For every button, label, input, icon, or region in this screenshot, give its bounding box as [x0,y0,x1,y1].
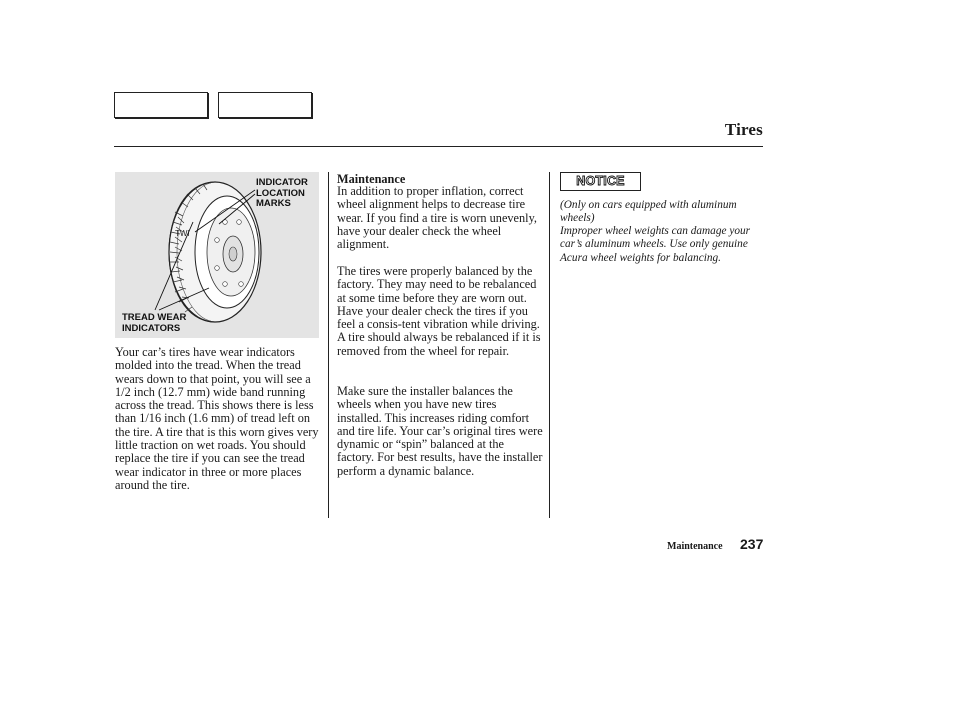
indicator-location-marks-label: INDICATOR LOCATION MARKS [256,177,308,209]
page-title: Tires [724,120,763,139]
svg-text:TWI: TWI [175,229,190,238]
column-divider [328,172,329,518]
notice-text: Improper wheel weights can damage your car’s aluminum wheels. Use only genuine Acura wheel weights for balancing. [560,225,751,264]
title-divider [114,146,763,147]
tread-wear-indicators-label: TREAD WEAR INDICATORS [122,312,187,334]
page-number: 237 [740,536,764,552]
tire-illustration [115,172,319,338]
installer-paragraph [337,385,543,478]
installer-text: Make sure the installer balances the wheels when you have new tires installed. This increases riding comfort and tire life. Your car’s original tires were dynamic or “spin” balanced at the factory. For best results, have the installer perform a dynamic balance. [337,384,543,478]
footer-section-link[interactable]: Maintenance [667,541,723,552]
notice-badge [560,172,641,191]
wear-indicator-text: Your car’s tires have wear indicators molded into the tread. When the tread wears down to that point, you will see a 1/2 inch (12.7 mm) wide band running across the tread. This shows there is less than 1/16 inch (1.6 mm) of tread left on the tire. A tire that is this worn gives very little traction on wet roads. You should replace the tire if you can see the tread wear indicator in three or more places around the tire. [115,345,319,492]
maintenance-heading: Maintenance [337,172,406,186]
alignment-text: In addition to proper inflation, correct wheel alignment helps to decrease tire wear. If you find a tire is worn unevenly, have your dealer check the wheel alignment. [337,184,537,252]
wear-indicator-paragraph [115,346,321,492]
column-divider [549,172,550,518]
alignment-paragraph [337,185,543,251]
notice-qualifier: (Only on cars equipped with aluminum wheels) [560,199,737,225]
balancing-paragraph [337,265,543,358]
notice-label: NOTICE [576,174,625,188]
nav-button-main-menu[interactable] [114,92,208,118]
balancing-text: The tires were properly balanced by the factory. They may need to be rebalanced at some time before they are worn out. Have your dealer check the tires if you feel a consis-tent vibration while driving. A tire should always be rebalanced if it is removed from the wheel for repair. [337,264,541,358]
nav-button-table-of-contents[interactable] [218,92,312,118]
